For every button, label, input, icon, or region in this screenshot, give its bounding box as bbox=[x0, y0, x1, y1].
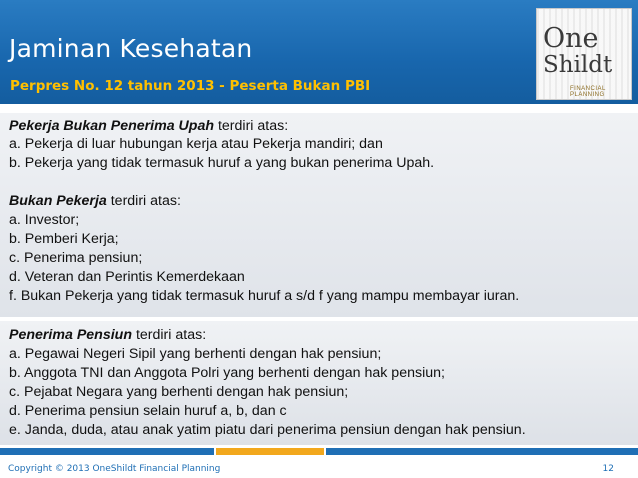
heading-bold: Penerima Pensiun bbox=[9, 327, 133, 343]
list-item: b. Pemberi Kerja; bbox=[9, 231, 119, 247]
footer-bar-blue-left bbox=[0, 448, 214, 455]
heading-bold: Pekerja Bukan Penerima Upah bbox=[9, 118, 215, 134]
list-item: b. Anggota TNI dan Anggota Polri yang berhenti dengan hak pensiun; bbox=[9, 365, 445, 381]
list-item: b. Pekerja yang tidak termasuk huruf a yang bukan penerima Upah. bbox=[9, 155, 435, 171]
list-item: a. Investor; bbox=[9, 212, 80, 228]
section-heading-pekerja-bukan-penerima-upah bbox=[9, 118, 288, 135]
slide-title: Jaminan Kesehatan bbox=[9, 34, 253, 63]
heading-rest: terdiri atas: bbox=[106, 193, 181, 209]
footer-bar-blue-right bbox=[326, 448, 638, 455]
logo-text-one: One bbox=[543, 23, 599, 54]
list-item: c. Pejabat Negara yang berhenti dengan hak pensiun; bbox=[9, 384, 349, 400]
copyright-text: Copyright © 2013 OneShildt Financial Planning bbox=[8, 464, 221, 474]
list-item: a. Pekerja di luar hubungan kerja atau Pekerja mandiri; dan bbox=[9, 136, 383, 152]
section-heading-penerima-pensiun bbox=[9, 327, 206, 344]
section-heading-bukan-pekerja bbox=[9, 193, 181, 210]
list-item: d. Penerima pensiun selain huruf a, b, dan c bbox=[9, 403, 287, 419]
logo-text-shildt: Shildt bbox=[543, 52, 613, 78]
list-item: d. Veteran dan Perintis Kemerdekaan bbox=[9, 269, 245, 285]
oneshildt-logo bbox=[536, 8, 632, 100]
logo-text-financial-planning: FINANCIAL PLANNING bbox=[570, 86, 606, 98]
list-item: e. Janda, duda, atau anak yatim piatu dari penerima pensiun dengan hak pensiun. bbox=[9, 422, 526, 438]
list-item: a. Pegawai Negeri Sipil yang berhenti dengan hak pensiun; bbox=[9, 346, 382, 362]
page-number: 12 bbox=[602, 464, 614, 474]
footer-bar-orange bbox=[216, 448, 324, 455]
heading-rest: terdiri atas: bbox=[132, 327, 207, 343]
slide-subtitle: Perpres No. 12 tahun 2013 - Peserta Bukan PBI bbox=[10, 78, 371, 94]
heading-bold: Bukan Pekerja bbox=[9, 193, 107, 209]
heading-rest: terdiri atas: bbox=[214, 118, 289, 134]
list-item: c. Penerima pensiun; bbox=[9, 250, 143, 266]
list-item: f. Bukan Pekerja yang tidak termasuk huruf a s/d f yang mampu membayar iuran. bbox=[9, 288, 520, 304]
